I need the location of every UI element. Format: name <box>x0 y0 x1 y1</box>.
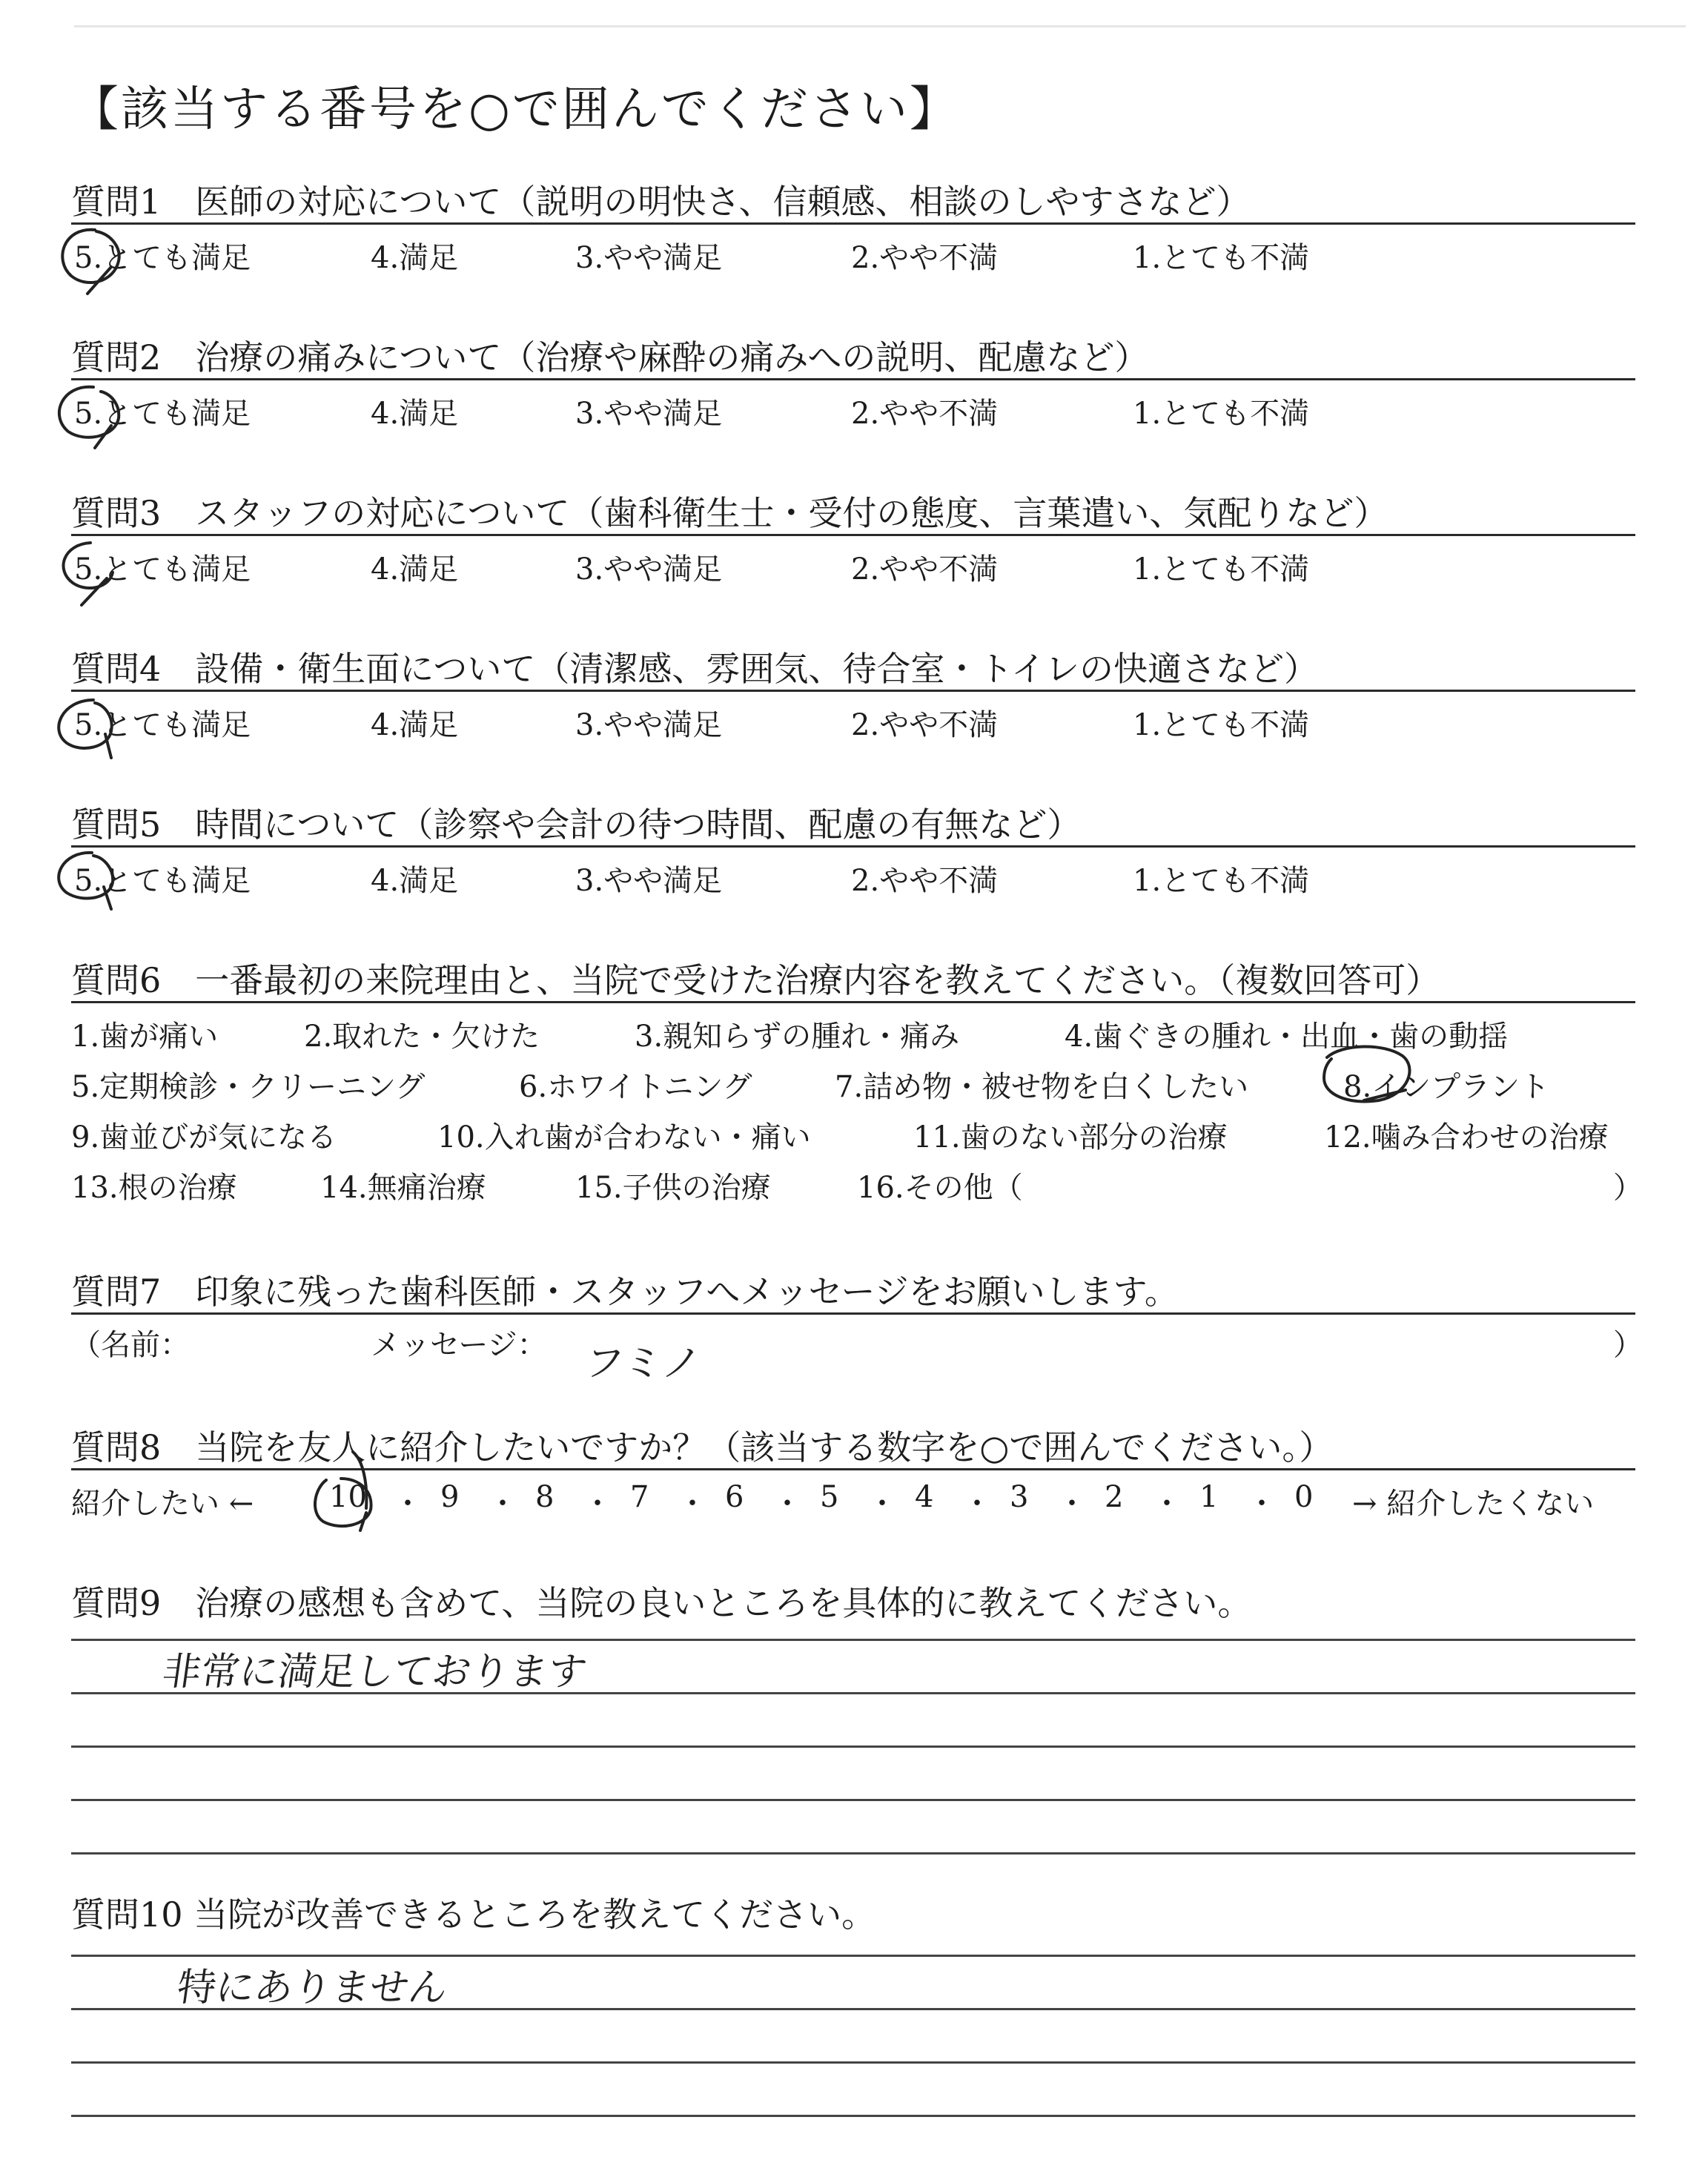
question-7-rule <box>71 1312 1635 1315</box>
question-3-heading: 質問3 スタッフの対応について（歯科衛生士・受付の態度、言葉遣い、気配りなど） <box>71 493 1388 533</box>
q3-option-5[interactable]: 5.とても満足 <box>74 552 251 587</box>
q1-option-4[interactable]: 4.満足 <box>371 241 459 275</box>
q6-option-11[interactable]: 11.歯のない部分の治療 <box>913 1120 1228 1155</box>
q6-option-1[interactable]: 1.歯が痛い <box>71 1020 219 1054</box>
q4-option-4[interactable]: 4.満足 <box>371 708 459 742</box>
q8-value-5[interactable]: 5 <box>820 1480 839 1514</box>
q3-option-2[interactable]: 2.やや不満 <box>851 552 999 587</box>
q8-value-2[interactable]: 2 <box>1105 1480 1124 1514</box>
q8-dot: ・ <box>678 1487 707 1521</box>
q8-value-4[interactable]: 4 <box>915 1480 934 1514</box>
q8-value-0[interactable]: 0 <box>1294 1480 1314 1514</box>
q6-option-13[interactable]: 13.根の治療 <box>71 1171 237 1205</box>
q8-dot: ・ <box>1152 1487 1182 1521</box>
q5-option-1[interactable]: 1.とても不満 <box>1133 864 1310 898</box>
q2-option-2[interactable]: 2.やや不満 <box>851 397 999 431</box>
question-5-rule <box>71 845 1635 848</box>
q4-option-3[interactable]: 3.やや満足 <box>575 708 723 742</box>
q2-option-5[interactable]: 5.とても満足 <box>74 397 251 431</box>
q6-option-5[interactable]: 5.定期検診・クリーニング <box>71 1070 426 1104</box>
q5-option-5[interactable]: 5.とても満足 <box>74 864 251 898</box>
q3-option-4[interactable]: 4.満足 <box>371 552 459 587</box>
q6-option-10[interactable]: 10.入れ歯が合わない・痛い <box>437 1120 811 1155</box>
question-4-heading: 質問4 設備・衛生面について（清潔感、雰囲気、待合室・トイレの快適さなど） <box>71 649 1319 689</box>
form-title: 【該当する番号を○で囲んでください】 <box>71 82 959 137</box>
question-1-heading: 質問1 医師の対応について（説明の明快さ、信頼感、相談のしやすさなど） <box>71 182 1251 222</box>
q3-option-1[interactable]: 1.とても不満 <box>1133 552 1310 587</box>
q2-option-1[interactable]: 1.とても不満 <box>1133 397 1310 431</box>
question-10-heading: 質問10 当院が改善できるところを教えてください。 <box>71 1895 876 1935</box>
q5-option-4[interactable]: 4.満足 <box>371 864 459 898</box>
q1-option-1[interactable]: 1.とても不満 <box>1133 241 1310 275</box>
q7-close-paren: ） <box>1613 1328 1643 1362</box>
q6-option-7[interactable]: 7.詰め物・被せ物を白くしたい <box>835 1070 1249 1104</box>
q4-option-2[interactable]: 2.やや不満 <box>851 708 999 742</box>
q2-option-3[interactable]: 3.やや満足 <box>575 397 723 431</box>
q8-dot: ・ <box>867 1487 897 1521</box>
q8-value-3[interactable]: 3 <box>1010 1480 1029 1514</box>
question-9-heading: 質問9 治療の感想も含めて、当院の良いところを具体的に教えてください。 <box>71 1583 1252 1623</box>
question-2-heading: 質問2 治療の痛みについて（治療や麻酔の痛みへの説明、配慮など） <box>71 337 1149 377</box>
q8-value-10[interactable]: 10 <box>329 1480 367 1514</box>
q8-dot: ・ <box>583 1487 612 1521</box>
q6-option-9[interactable]: 9.歯並びが気になる <box>71 1120 337 1155</box>
q6-other-close-paren: ） <box>1613 1171 1643 1205</box>
q8-dot: ・ <box>772 1487 802 1521</box>
question-1-rule <box>71 222 1635 225</box>
question-2-rule <box>71 378 1635 380</box>
q8-left-label: 紹介したい ← <box>71 1487 254 1521</box>
q8-dot: ・ <box>962 1487 992 1521</box>
question-6-heading: 質問6 一番最初の来院理由と、当院で受けた治療内容を教えてください。（複数回答可） <box>71 960 1440 1000</box>
q8-value-7[interactable]: 7 <box>630 1480 649 1514</box>
q6-option-16[interactable]: 16.その他（ <box>857 1171 1023 1205</box>
q7-handwritten-message[interactable]: フミノ <box>582 1341 704 1386</box>
q1-option-2[interactable]: 2.やや不満 <box>851 241 999 275</box>
q5-option-3[interactable]: 3.やや満足 <box>575 864 723 898</box>
q8-right-label: → 紹介したくない <box>1352 1487 1595 1521</box>
q4-option-5[interactable]: 5.とても満足 <box>74 708 251 742</box>
q3-option-3[interactable]: 3.やや満足 <box>575 552 723 587</box>
q6-option-2[interactable]: 2.取れた・欠けた <box>304 1020 540 1054</box>
q6-option-14[interactable]: 14.無痛治療 <box>320 1171 486 1205</box>
question-7-heading: 質問7 印象に残った歯科医師・スタッフへメッセージをお願いします。 <box>71 1272 1179 1312</box>
q8-dot: ・ <box>393 1487 423 1521</box>
q8-value-9[interactable]: 9 <box>440 1480 460 1514</box>
question-8-rule <box>71 1468 1635 1470</box>
q8-dot: ・ <box>1057 1487 1087 1521</box>
question-5-heading: 質問5 時間について（診察や会計の待つ時間、配慮の有無など） <box>71 805 1082 845</box>
q6-option-15[interactable]: 15.子供の治療 <box>575 1171 771 1205</box>
q1-option-5[interactable]: 5.とても満足 <box>74 241 251 275</box>
q9-writing-line <box>71 1799 1635 1801</box>
top-border <box>74 25 1686 27</box>
q9-writing-line <box>71 1745 1635 1748</box>
q10-writing-line <box>71 2061 1635 2064</box>
q7-message-label: メッセージ： <box>371 1328 547 1362</box>
q8-dot: ・ <box>488 1487 517 1521</box>
q6-option-3[interactable]: 3.親知らずの腫れ・痛み <box>635 1020 960 1054</box>
q8-value-8[interactable]: 8 <box>535 1480 555 1514</box>
q6-option-12[interactable]: 12.噛み合わせの治療 <box>1324 1120 1609 1155</box>
q10-writing-line <box>71 2115 1635 2117</box>
q6-option-8[interactable]: 8.インプラント <box>1343 1070 1550 1104</box>
q8-value-6[interactable]: 6 <box>725 1480 744 1514</box>
q1-option-3[interactable]: 3.やや満足 <box>575 241 723 275</box>
question-3-rule <box>71 534 1635 536</box>
q10-handwritten-answer[interactable]: 特にありません <box>174 1966 451 2010</box>
q8-dot: ・ <box>1247 1487 1277 1521</box>
q6-option-4[interactable]: 4.歯ぐきの腫れ・出血・歯の動揺 <box>1065 1020 1509 1054</box>
question-8-heading: 質問8 当院を友人に紹介したいですか？（該当する数字を○で囲んでください。） <box>71 1427 1334 1467</box>
q8-value-1[interactable]: 1 <box>1199 1480 1219 1514</box>
q6-option-6[interactable]: 6.ホワイトニング <box>519 1070 752 1104</box>
q2-option-4[interactable]: 4.満足 <box>371 397 459 431</box>
question-6-rule <box>71 1001 1635 1003</box>
q9-writing-line <box>71 1852 1635 1855</box>
q9-handwritten-answer[interactable]: 非常に満足しております <box>159 1650 590 1694</box>
q5-option-2[interactable]: 2.やや不満 <box>851 864 999 898</box>
q4-option-1[interactable]: 1.とても不満 <box>1133 708 1310 742</box>
q7-name-label: （名前： <box>71 1328 190 1362</box>
question-4-rule <box>71 690 1635 692</box>
